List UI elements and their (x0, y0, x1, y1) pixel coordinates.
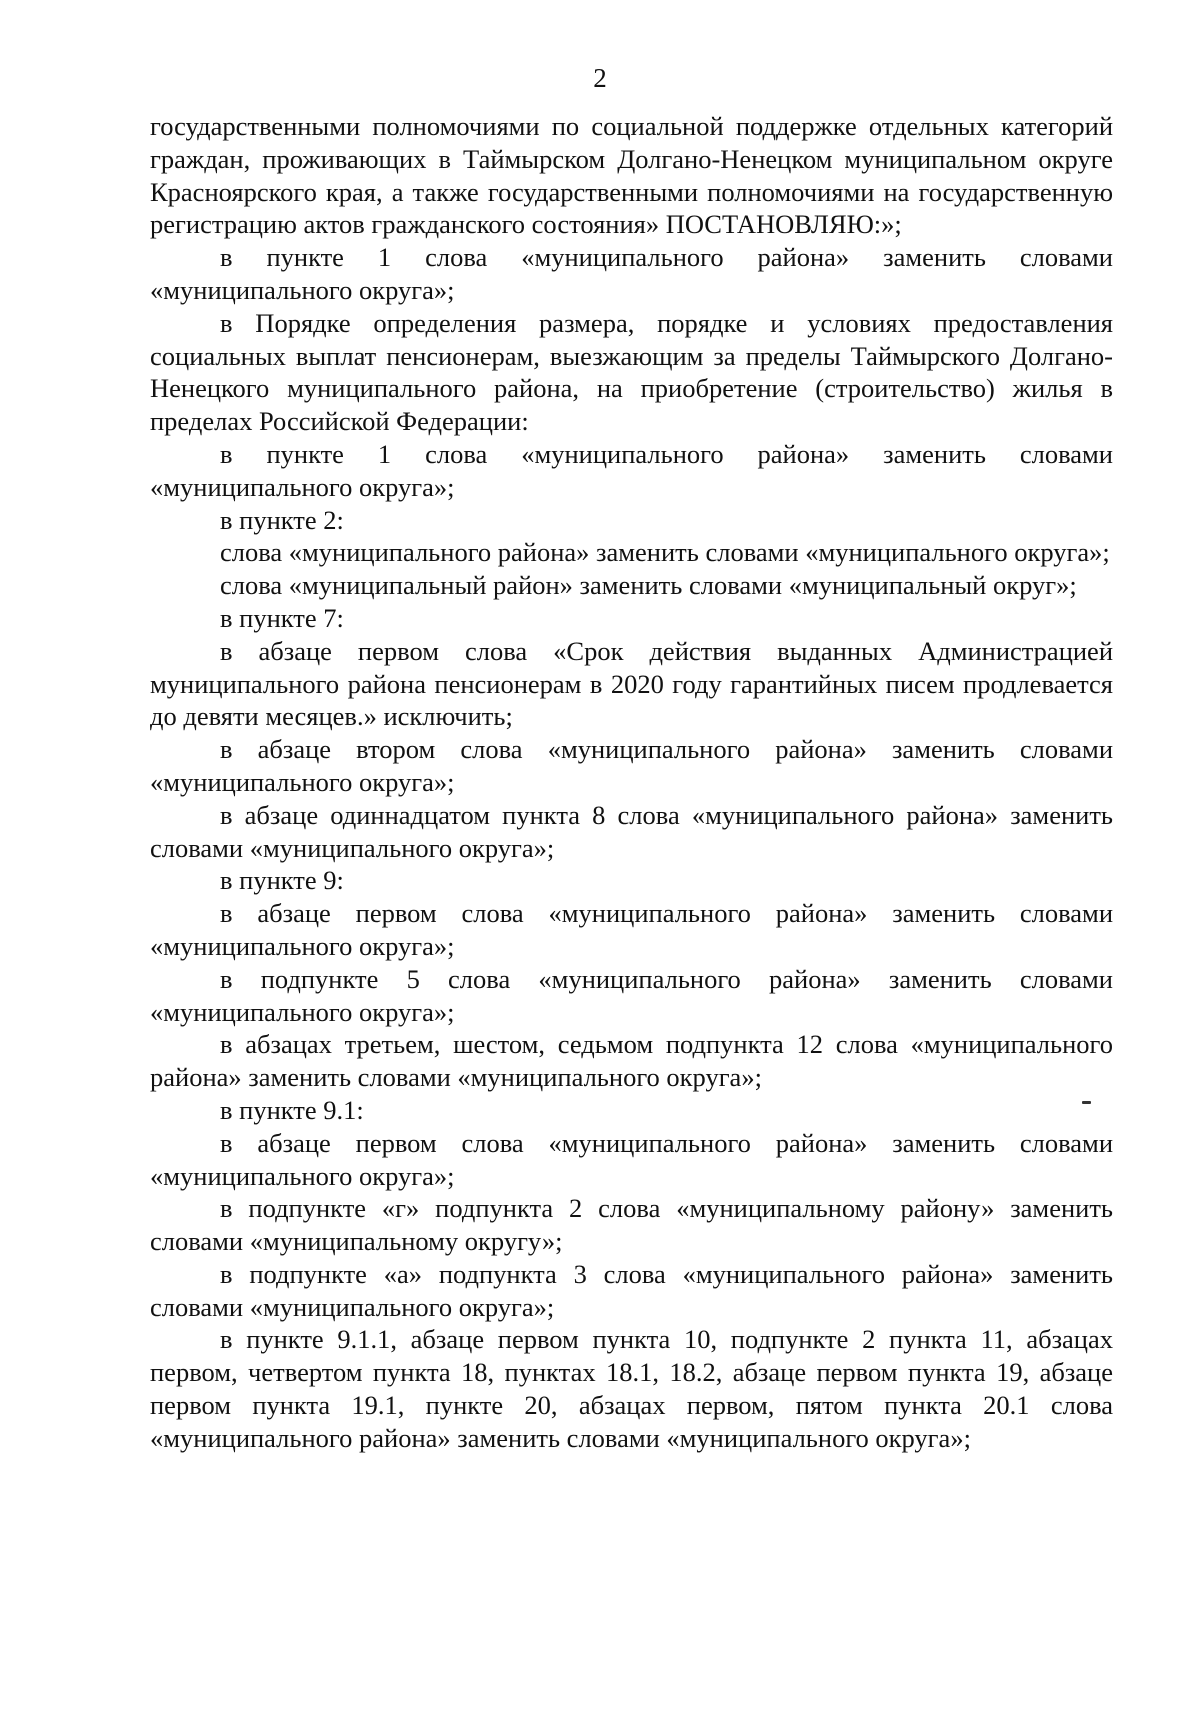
paragraph: в пункте 9.1: (220, 1094, 364, 1125)
document-body (150, 110, 1113, 1455)
paragraph: в пункте 9: (220, 865, 344, 896)
paragraph: в пункте 2: (220, 504, 344, 535)
page-number: 2 (593, 63, 607, 93)
paragraph: в абзаце первом слова «Срок действия выданных Администрацией муниципального района пенсионерам в 2020 году гарантийных писем продлевается до девяти месяцев.» исключить; (150, 635, 1113, 732)
paragraph: слова «муниципального района» заменить словами «муниципального округа»; (220, 537, 1110, 568)
scan-mark (1082, 1101, 1091, 1104)
paragraph: в пункте 1 слова «муниципального района» заменить словами «муниципального округа»; (150, 438, 1113, 502)
paragraph: в подпункте 5 слова «муниципального района» заменить словами «муниципального округа»; (150, 963, 1113, 1027)
paragraph: в пункте 1 слова «муниципального района» заменить словами «муниципального округа»; (150, 242, 1113, 305)
paragraph: в пункте 7: (220, 602, 344, 633)
paragraph: в абзаце первом слова «муниципального района» заменить словами «муниципального округа»; (150, 1127, 1113, 1191)
paragraph: слова «муниципальный район» заменить словами «муниципальный округ»; (220, 570, 1077, 601)
paragraph: государственными полномочиями по социальной поддержке отдельных категорий граждан, проживающих в Таймырском Долгано-Ненецком муниципальном округе Красноярского края, а также государственными полномочиями на государственную регистрацию актов гражданского состояния» ПОСТАНОВЛЯЮ:»; (150, 111, 1113, 240)
paragraph: в подпункте «а» подпункта 3 слова «муниципального района» заменить словами «муниципального округа»; (150, 1258, 1113, 1322)
paragraph: в абзаце втором слова «муниципального района» заменить словами «муниципального округа»; (150, 734, 1113, 797)
paragraph: в Порядке определения размера, порядке и условиях предоставления социальных выплат пенсионерам, выезжающим за пределы Таймырского Долгано-Ненецкого муниципального района, на приобретение (строительство) жилья в пределах Российской Федерации: (150, 307, 1113, 437)
paragraph: в абзаце одиннадцатом пункта 8 слова «муниципального района» заменить словами «муниципального округа»; (150, 799, 1113, 863)
paragraph: в абзаце первом слова «муниципального района» заменить словами «муниципального округа»; (150, 898, 1113, 961)
paragraph: в подпункте «г» подпункта 2 слова «муниципальному району» заменить словами «муниципальному округу»; (150, 1193, 1113, 1257)
paragraph: в пункте 9.1.1, абзаце первом пункта 10, подпункте 2 пункта 11, абзацах первом, четвертом пункта 18, пунктах 18.1, 18.2, абзаце первом пункта 19, абзаце первом пункта 19.1, пункте 20, абзацах первом, пятом пункта 20.1 слова «муниципального района» заменить словами «муниципального округа»; (150, 1324, 1113, 1453)
paragraph: в абзацах третьем, шестом, седьмом подпункта 12 слова «муниципального района» заменить словами «муниципального округа»; (150, 1029, 1113, 1093)
